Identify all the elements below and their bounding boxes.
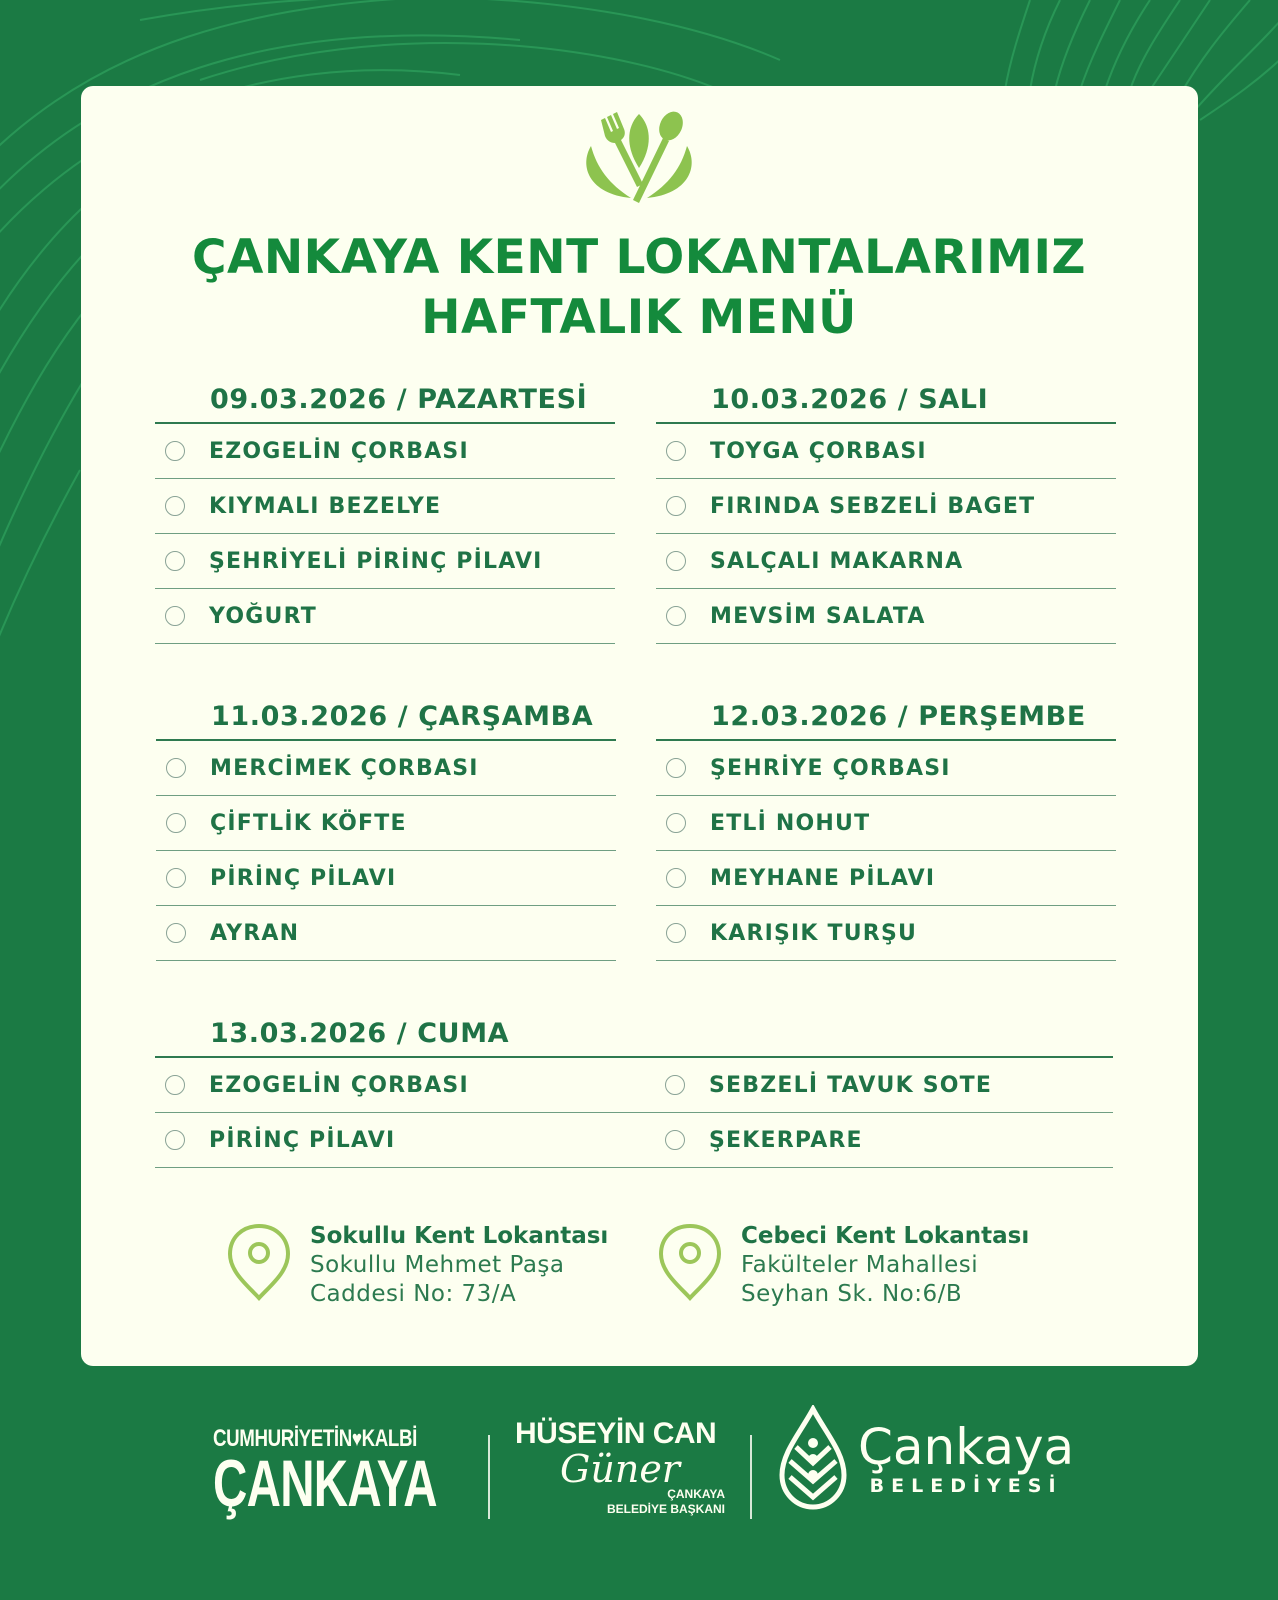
- day-heading: 10.03.2026 / SALI: [656, 376, 1116, 424]
- municipality-logo: [778, 1405, 1074, 1511]
- day-heading: 12.03.2026 / PERŞEMBE: [656, 693, 1116, 741]
- mayor-role: BELEDİYE BAŞKANI: [606, 1502, 725, 1516]
- menu-item: EZOGELİN ÇORBASI: [155, 424, 615, 479]
- menu-item: PİRİNÇ PİLAVI: [155, 1128, 655, 1153]
- location-address-line: Sokullu Mehmet Paşa: [310, 1252, 565, 1278]
- footer-divider: [488, 1435, 490, 1519]
- menu-item: MEVSİM SALATA: [656, 589, 1116, 644]
- mayor-signature-block: [515, 1417, 725, 1517]
- menu-item: MEYHANE PİLAVI: [656, 851, 1116, 906]
- menu-item-row: [155, 1058, 1113, 1113]
- menu-item: KIYMALI BEZELYE: [155, 479, 615, 534]
- mayor-name: HÜSEYİN CAN: [515, 1417, 717, 1450]
- map-pin-icon: [657, 1222, 723, 1302]
- slogan-logo: [213, 1425, 524, 1520]
- page-subtitle: HAFTALIK MENÜ: [421, 290, 857, 345]
- radio-circle-icon[interactable]: [166, 923, 186, 943]
- footer: [0, 1395, 1278, 1535]
- radio-circle-icon[interactable]: [166, 758, 186, 778]
- slogan-text: KALBİ: [361, 1425, 417, 1452]
- page-title: ÇANKAYA KENT LOKANTALARIMIZ: [191, 230, 1087, 285]
- menu-item: SEBZELİ TAVUK SOTE: [655, 1073, 1113, 1098]
- menu-item: FIRINDA SEBZELİ BAGET: [656, 479, 1116, 534]
- radio-circle-icon[interactable]: [165, 551, 185, 571]
- menu-item: ETLİ NOHUT: [656, 796, 1116, 851]
- location-address-line: Caddesi No: 73/A: [310, 1281, 517, 1307]
- mayor-signature: Güner: [560, 1447, 680, 1491]
- location-name: Sokullu Kent Lokantası: [310, 1223, 609, 1249]
- radio-circle-icon[interactable]: [166, 868, 186, 888]
- location-cebeci: [657, 1222, 1029, 1309]
- menu-item: MERCİMEK ÇORBASI: [156, 741, 616, 796]
- location-address-line: Fakülteler Mahallesi: [741, 1252, 979, 1278]
- leaf-drop-icon: [778, 1405, 848, 1511]
- fork-spoon-leaf-icon: [578, 106, 700, 206]
- radio-circle-icon[interactable]: [165, 606, 185, 626]
- menu-item: EZOGELİN ÇORBASI: [155, 1073, 655, 1098]
- day-section-friday: [155, 1010, 1113, 1168]
- radio-circle-icon[interactable]: [165, 496, 185, 516]
- municipality-subtitle: BELEDİYESİ: [869, 1475, 1063, 1497]
- menu-item: ÇİFTLİK KÖFTE: [156, 796, 616, 851]
- radio-circle-icon[interactable]: [665, 1075, 685, 1095]
- menu-item-row: [155, 1113, 1113, 1168]
- radio-circle-icon[interactable]: [666, 441, 686, 461]
- radio-circle-icon[interactable]: [165, 441, 185, 461]
- radio-circle-icon[interactable]: [666, 923, 686, 943]
- radio-circle-icon[interactable]: [666, 758, 686, 778]
- heart-icon: ♥: [351, 1426, 362, 1451]
- location-name: Cebeci Kent Lokantası: [741, 1223, 1030, 1249]
- radio-circle-icon[interactable]: [665, 1130, 685, 1150]
- footer-divider: [750, 1435, 752, 1519]
- day-heading: 13.03.2026 / CUMA: [155, 1010, 1113, 1058]
- menu-item: KARIŞIK TURŞU: [656, 906, 1116, 961]
- radio-circle-icon[interactable]: [666, 813, 686, 833]
- menu-item: PİRİNÇ PİLAVI: [156, 851, 616, 906]
- menu-item: ŞEHRİYELİ PİRİNÇ PİLAVI: [155, 534, 615, 589]
- radio-circle-icon[interactable]: [165, 1130, 185, 1150]
- day-section-thursday: [656, 693, 1116, 961]
- location-address-line: Seyhan Sk. No:6/B: [741, 1281, 963, 1307]
- radio-circle-icon[interactable]: [666, 496, 686, 516]
- day-section-tuesday: [656, 376, 1116, 644]
- menu-item: ŞEHRİYE ÇORBASI: [656, 741, 1116, 796]
- location-sokullu: [226, 1222, 608, 1309]
- radio-circle-icon[interactable]: [666, 606, 686, 626]
- mayor-role: ÇANKAYA: [667, 1487, 725, 1501]
- menu-item: YOĞURT: [155, 589, 615, 644]
- slogan-big-text: ÇANKAYA: [213, 1446, 437, 1520]
- menu-item: AYRAN: [156, 906, 616, 961]
- day-heading: 09.03.2026 / PAZARTESİ: [155, 376, 615, 424]
- radio-circle-icon[interactable]: [166, 813, 186, 833]
- menu-item: SALÇALI MAKARNA: [656, 534, 1116, 589]
- radio-circle-icon[interactable]: [666, 868, 686, 888]
- menu-item: ŞEKERPARE: [655, 1128, 1113, 1153]
- slogan-text: CUMHURİYETİN: [213, 1425, 352, 1452]
- radio-circle-icon[interactable]: [666, 551, 686, 571]
- day-heading: 11.03.2026 / ÇARŞAMBA: [156, 693, 616, 741]
- map-pin-icon: [226, 1222, 292, 1302]
- day-section-wednesday: [156, 693, 616, 961]
- municipality-name: Çankaya: [858, 1418, 1075, 1476]
- radio-circle-icon[interactable]: [165, 1075, 185, 1095]
- menu-item: TOYGA ÇORBASI: [656, 424, 1116, 479]
- day-section-monday: [155, 376, 615, 644]
